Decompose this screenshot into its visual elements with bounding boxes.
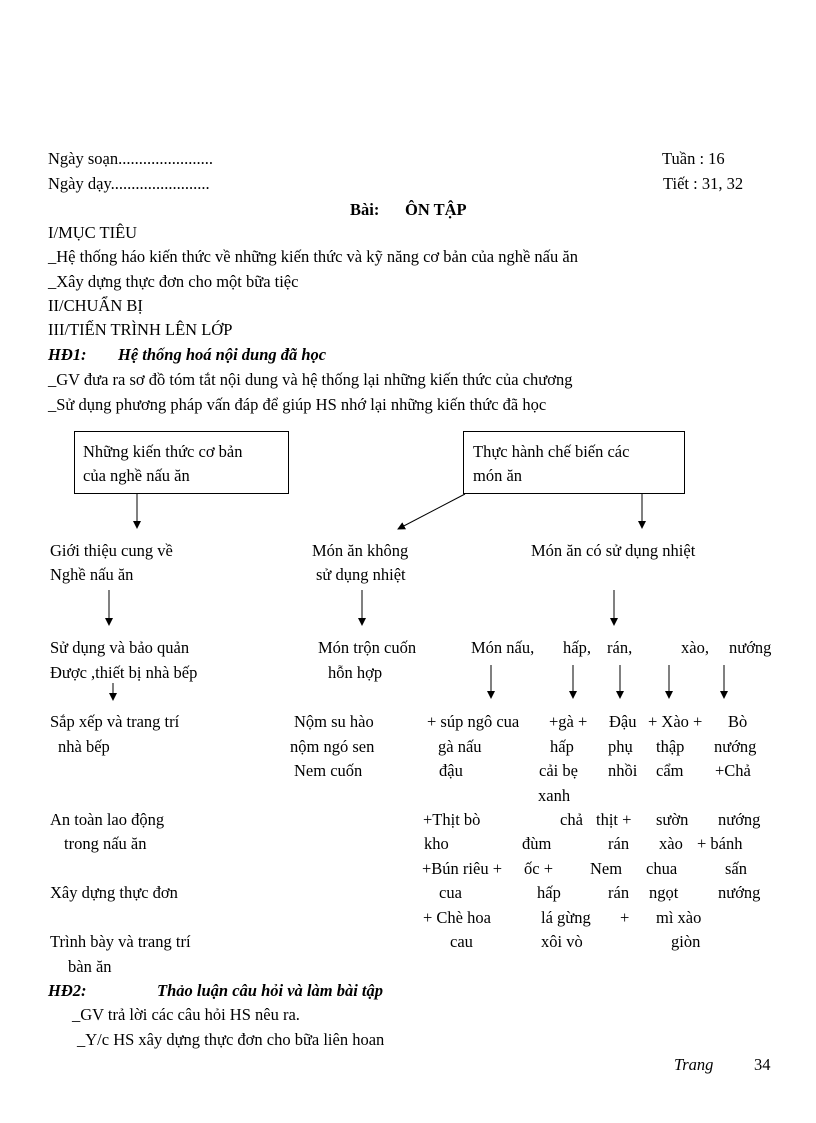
mid-sub-line-1: Món trộn cuốn <box>318 638 417 657</box>
hd2-line-1: _GV trả lời các câu hỏi HS nêu ra. <box>72 1005 300 1024</box>
dish-c3-r3: nhồi <box>608 761 638 780</box>
dish-c4-r6: xào <box>659 834 683 853</box>
mid-head-line-1: Món ăn không <box>312 541 409 560</box>
hd1-title: Hệ thống hoá nội dung đã học <box>118 345 327 364</box>
left-item-4-line-2: trong nấu ăn <box>64 834 147 853</box>
dish-c1-r1: + súp ngô cua <box>427 712 520 731</box>
chuan-bi-heading: II/CHUẨN BỊ <box>48 296 143 315</box>
method-2: hấp, <box>563 638 591 657</box>
muc-tieu-line-1: _Hệ thống háo kiến thức về những kiến thức và kỹ năng cơ bản của nghề nấu ăn <box>48 247 578 266</box>
page-label: Trang <box>674 1055 714 1074</box>
dish-c1-r9: + Chè hoa <box>423 908 491 927</box>
dish-c2-r3: cải bẹ <box>539 761 578 780</box>
left-item-5: Xây dựng thực đơn <box>50 883 178 902</box>
dish-c1-r10: cau <box>450 932 473 951</box>
left-item-2-line-2: Được ,thiết bị nhà bếp <box>50 663 198 682</box>
dish-c2-r1: +gà + <box>549 712 588 731</box>
dish-c3-r8: rán <box>608 883 630 902</box>
page-number: 34 <box>754 1055 771 1074</box>
dish-c5-r1: Bò <box>728 712 748 731</box>
left-item-6-line-2: bàn ăn <box>68 957 112 976</box>
tien-trinh-heading: III/TIẾN TRÌNH LÊN LỚP <box>48 320 233 339</box>
dish-c5-r7: sấn <box>725 859 747 878</box>
dish-c3-r6: rán <box>608 834 630 853</box>
hd2-title: Thảo luận câu hỏi và làm bài tập <box>157 981 383 1000</box>
dish-c2-r5: chả <box>560 810 583 829</box>
dish-c2-r2: hấp <box>550 737 574 756</box>
hd1-label: HĐ1: <box>48 345 87 364</box>
dish-c4-r9: mì xào <box>656 908 702 927</box>
ngay-soan: Ngày soạn....................... <box>48 149 213 168</box>
dish-c4-r7: chua <box>646 859 678 878</box>
dish-c4-r10: giòn <box>671 932 701 951</box>
muc-tieu-heading: I/MỤC TIÊU <box>48 223 138 242</box>
box-left-line-2: của nghề nấu ăn <box>83 466 190 485</box>
tuan: Tuần : 16 <box>662 149 725 168</box>
left-item-4-line-1: An toàn lao động <box>50 810 165 829</box>
dish-c5-r6: + bánh <box>697 834 743 853</box>
dish-c3-r1: Đậu <box>609 712 637 731</box>
dish-c5-r8: nướng <box>718 883 761 902</box>
dish-c5-r5: nướng <box>718 810 761 829</box>
left-item-2-line-1: Sử dụng và bảo quản <box>50 638 190 657</box>
mid-sub-line-2: hỗn hợp <box>328 663 383 682</box>
method-4: xào, <box>681 638 709 657</box>
dish-c2-r7: ốc + <box>524 859 554 878</box>
dish-c1-r6: kho <box>424 834 449 853</box>
dish-c1-r3: đậu <box>439 761 463 780</box>
dish-c2-r4: xanh <box>538 786 571 805</box>
bai-title: ÔN TẬP <box>405 200 467 219</box>
dish-c1-r5: +Thịt bò <box>423 810 481 829</box>
left-item-1-line-2: Nghề nấu ăn <box>50 565 134 584</box>
left-item-6-line-1: Trình bày và trang trí <box>50 932 191 951</box>
dish-c1-r2: gà nấu <box>438 737 482 756</box>
dish-c2-r10: xôi vò <box>541 932 583 951</box>
tiet: Tiết : 31, 32 <box>663 174 744 193</box>
ngay-day: Ngày dạy........................ <box>48 174 210 193</box>
dish-c5-r3: +Chả <box>715 761 751 780</box>
dish-c5-r2: nướng <box>714 737 757 756</box>
dish-c4-r3: cẩm <box>656 761 684 780</box>
hd1-line-2: _Sử dụng phương pháp vấn đáp để giúp HS nhớ lại những kiến thức đã học <box>48 395 547 414</box>
dish-c2-r6: đùm <box>522 834 552 853</box>
dish-c3-r9: + <box>620 908 630 927</box>
mid-list-3: Nem cuốn <box>294 761 363 780</box>
dish-c2-r8: hấp <box>537 883 561 902</box>
method-3: rán, <box>607 638 633 657</box>
dish-c3-r2: phụ <box>608 737 633 756</box>
right-head: Món ăn có sử dụng nhiệt <box>531 541 696 560</box>
hd1-line-1: _GV đưa ra sơ đồ tóm tắt nội dung và hệ thống lại những kiến thức của chương <box>48 370 573 389</box>
dish-c2-r9: lá gừng <box>541 908 591 927</box>
dish-c4-r5: sườn <box>656 810 689 829</box>
dish-c1-r8: cua <box>439 883 462 902</box>
dish-c3-r5: thịt + <box>596 810 632 829</box>
box-right-line-1: Thực hành chế biến các <box>473 442 630 461</box>
left-item-1-line-1: Giới thiệu cung về <box>50 541 173 560</box>
arrow-box-right-to-mid <box>398 494 465 529</box>
mid-list-1: Nộm su hào <box>294 712 374 731</box>
box-left-line-1: Những kiến thức cơ bản <box>83 442 243 461</box>
left-item-3-line-1: Sắp xếp và trang trí <box>50 712 180 731</box>
hd2-line-2: _Y/c HS xây dựng thực đơn cho bữa liên hoan <box>77 1030 385 1049</box>
mid-head-line-2: sử dụng nhiệt <box>316 565 406 584</box>
bai-label: Bài: <box>350 200 380 219</box>
dish-c3-r7: Nem <box>590 859 623 878</box>
mid-list-2: nộm ngó sen <box>290 737 375 756</box>
dish-c4-r1: + Xào + <box>648 712 703 731</box>
method-5: nướng <box>729 638 772 657</box>
dish-c4-r2: thập <box>656 737 685 756</box>
hd2-label: HĐ2: <box>48 981 87 1000</box>
left-item-3-line-2: nhà bếp <box>58 737 110 756</box>
dish-c4-r8: ngọt <box>649 883 679 902</box>
muc-tieu-line-2: _Xây dựng thực đơn cho một bữa tiệc <box>48 272 299 291</box>
dish-c1-r7: +Bún riêu + <box>422 859 503 878</box>
box-right-line-2: món ăn <box>473 466 523 485</box>
method-1: Món nấu, <box>471 638 535 657</box>
